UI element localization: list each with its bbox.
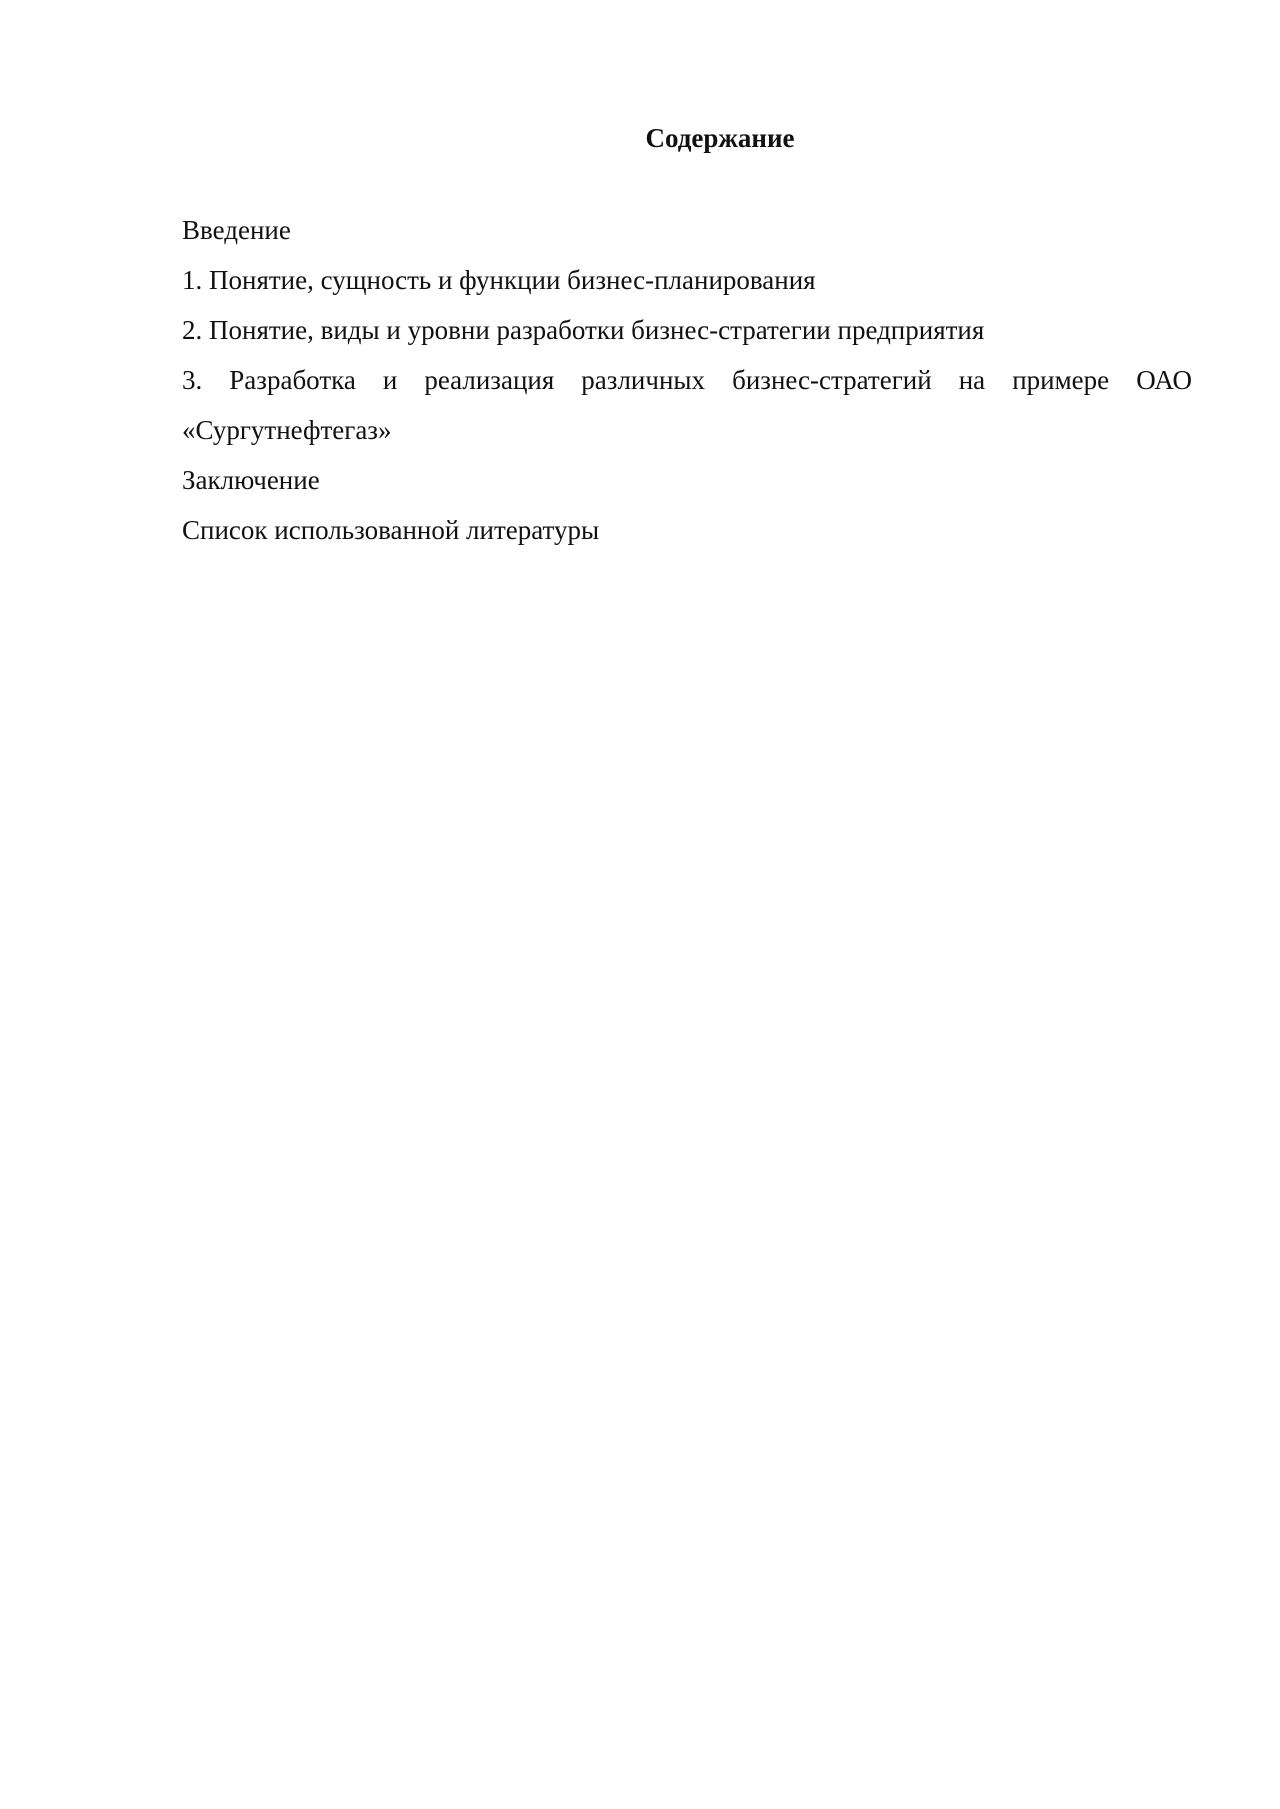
- toc-item-chapter-3: 3. Разработка и реализация различных бизнес-стратегий на примере ОАО «Сургутнефтегаз»: [182, 365, 1192, 445]
- toc-item-references: Список использованной литературы: [182, 515, 600, 545]
- toc-item-chapter-1: 1. Понятие, сущность и функции бизнес-планирования: [182, 265, 816, 295]
- toc-item-conclusion: Заключение: [182, 465, 320, 495]
- table-of-contents: [182, 205, 1192, 555]
- toc-item-introduction: Введение: [182, 215, 291, 245]
- page-title: Содержание: [645, 123, 795, 153]
- toc-item-chapter-2: 2. Понятие, виды и уровни разработки бизнес-стратегии предприятия: [182, 315, 985, 345]
